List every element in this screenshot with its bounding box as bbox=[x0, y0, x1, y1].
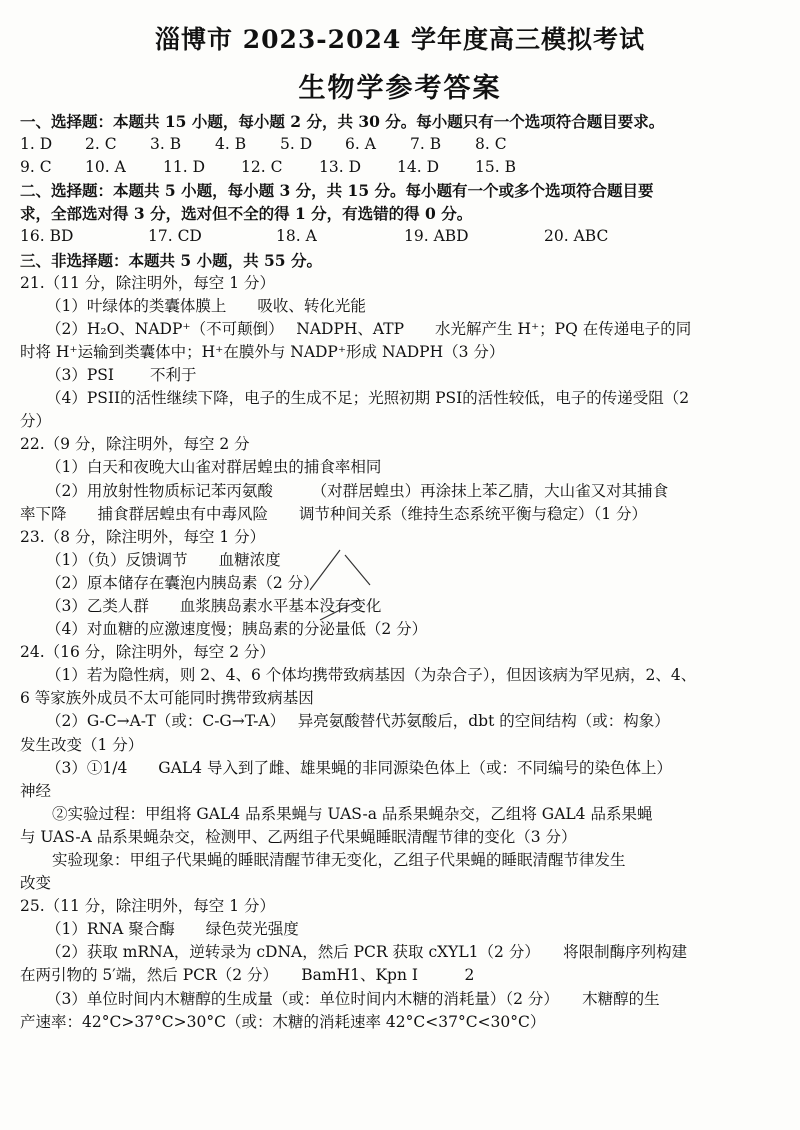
answer-line: 改变 bbox=[20, 874, 52, 893]
answer-item: 14. D bbox=[397, 158, 440, 177]
answer-line: （1）白天和夜晚大山雀对群居蝗虫的捕食率相同 bbox=[46, 458, 382, 477]
answer-line: （1）若为隐性病，则 2、4、6 个体均携带致病基因（为杂合子），但因该病为罕见病，2、4、 bbox=[46, 666, 697, 685]
answer-item: 20. ABC bbox=[544, 227, 609, 246]
answer-row-2 bbox=[20, 156, 785, 179]
answer-item: 1. D bbox=[20, 135, 53, 154]
answer-item: 12. C bbox=[241, 158, 283, 177]
answer-item: 4. B bbox=[215, 135, 247, 154]
section-heading-1: 一、选择题：本题共 15 小题，每小题 2 分，共 30 分。每小题只有一个选项符合题目要求。 bbox=[20, 112, 665, 131]
answer-line: （3）单位时间内木糖醇的生成量（或：单位时间内木糖的消耗量）（2 分） 木糖醇的生 bbox=[46, 989, 660, 1008]
answer-line: 实验现象：甲组子代果蝇的睡眠清醒节律无变化，乙组子代果蝇的睡眠清醒节律发生 bbox=[52, 851, 626, 869]
answer-row-1 bbox=[20, 133, 785, 156]
answer-line: （2）获取 mRNA，逆转录为 cDNA，然后 PCR 获取 cXYL1（2 分） 将限制酶序列构建 bbox=[46, 943, 688, 962]
answer-line: （2）H₂O、NADP⁺（不可颠倒） NADPH、ATP 水光解产生 H⁺；PQ 在传递电子的同 bbox=[46, 319, 692, 338]
answer-item: 10. A bbox=[85, 158, 126, 177]
answer-line: （1）叶绿体的类囊体膜上 吸收、转化光能 bbox=[46, 296, 366, 315]
answer-line: （1）RNA 聚合酶 绿色荧光强度 bbox=[46, 920, 299, 939]
page-subtitle: 生物学参考答案 bbox=[298, 73, 502, 104]
page-title: 淄博市 2023-2024 学年度高三模拟考试 bbox=[155, 25, 645, 54]
answer-line: （2）原本储存在囊泡内胰岛素（2 分） bbox=[46, 573, 319, 592]
answer-item: 15. B bbox=[475, 158, 516, 177]
answer-line: 神经 bbox=[20, 781, 52, 800]
scan-artifact-stroke bbox=[310, 550, 370, 620]
answer-line: 率下降 捕食群居蝗虫有中毒风险 调节种间关系（维持生态系统平衡与稳定）（1 分） bbox=[20, 504, 648, 523]
answer-line: 6 等家族外成员不太可能同时携带致病基因 bbox=[20, 689, 314, 708]
answer-line: （3）乙类人群 血浆胰岛素水平基本没有变化 bbox=[46, 596, 382, 615]
answer-line: （4）PSII的活性继续下降，电子的生成不足；光照初期 PSI的活性较低，电子的传递受阻（2 bbox=[46, 389, 690, 408]
answer-item: 16. BD bbox=[20, 227, 74, 246]
answer-item: 5. D bbox=[280, 135, 313, 154]
answer-item: 2. C bbox=[85, 135, 117, 154]
section-heading-3: 三、非选择题：本题共 5 小题，共 55 分。 bbox=[20, 250, 322, 270]
answer-line: 分） bbox=[20, 412, 52, 431]
answer-item: 19. ABD bbox=[404, 227, 469, 246]
answer-line: 发生改变（1 分） bbox=[20, 735, 144, 754]
answer-line: 25.（11 分，除注明外，每空 1 分） bbox=[20, 897, 276, 916]
answer-line: 22.（9 分，除注明外，每空 2 分 bbox=[20, 435, 250, 454]
answer-line: （4）对血糖的应激速度慢；胰岛素的分泌量低（2 分） bbox=[46, 620, 428, 639]
answer-item: 18. A bbox=[276, 227, 317, 246]
answer-item: 8. C bbox=[475, 135, 507, 154]
section-heading-2: 二、选择题：本题共 5 小题，每小题 3 分，共 15 分。每小题有一个或多个选项符合题目要 bbox=[20, 181, 654, 201]
answer-row-3 bbox=[20, 225, 785, 248]
answer-item: 9. C bbox=[20, 158, 52, 177]
answer-line: 23.（8 分，除注明外，每空 1 分） bbox=[20, 527, 266, 546]
answer-item: 6. A bbox=[345, 135, 376, 154]
answer-item: 13. D bbox=[319, 158, 362, 177]
answer-line: 产速率：42°C>37°C>30°C（或：木糖的消耗速率 42°C<37°C<30°C） bbox=[20, 1012, 546, 1031]
answer-item: 17. CD bbox=[148, 227, 202, 246]
answer-line: 与 UAS-A 品系果蝇杂交，检测甲、乙两组子代果蝇睡眠清醒节律的变化（3 分） bbox=[20, 827, 577, 846]
answer-item: 3. B bbox=[150, 135, 182, 154]
answer-line: 时将 H⁺运输到类囊体中；H⁺在膜外与 NADP⁺形成 NADPH（3 分） bbox=[20, 342, 505, 361]
free-response-answers bbox=[20, 272, 785, 1034]
answer-line: 在两引物的 5′端，然后 PCR（2 分） BamH1、Kpn I 2 bbox=[20, 966, 475, 985]
answer-line: （2）G-C→A-T（或：C-G→T-A） 异亮氨酸替代苏氨酸后，dbt 的空间结构（或：构象） bbox=[46, 712, 670, 731]
answer-line: （1）（负）反馈调节 血糖浓度 bbox=[46, 550, 281, 569]
answer-line: 24.（16 分，除注明外，每空 2 分） bbox=[20, 643, 276, 662]
answer-item: 11. D bbox=[163, 158, 206, 177]
answer-line: （2）用放射性物质标记苯丙氨酸 （对群居蝗虫）再涂抹上苯乙腈，大山雀又对其捕食 bbox=[46, 481, 669, 500]
answer-line: ②实验过程：甲组将 GAL4 品系果蝇与 UAS-a 品系果蝇杂交，乙组将 GAL4 品系果蝇 bbox=[52, 804, 653, 823]
answer-line: （3）①1/4 GAL4 导入到了雌、雄果蝇的非同源染色体上（或：不同编号的染色体上） bbox=[46, 758, 672, 777]
answer-line: 21.（11 分，除注明外，每空 1 分） bbox=[20, 273, 276, 292]
scan-artifact bbox=[300, 530, 480, 650]
answer-line: （3）PSI 不利于 bbox=[46, 366, 197, 385]
section-heading-2-cont: 求，全部选对得 3 分，选对但不全的得 1 分，有选错的得 0 分。 bbox=[20, 204, 473, 224]
answer-item: 7. B bbox=[410, 135, 442, 154]
